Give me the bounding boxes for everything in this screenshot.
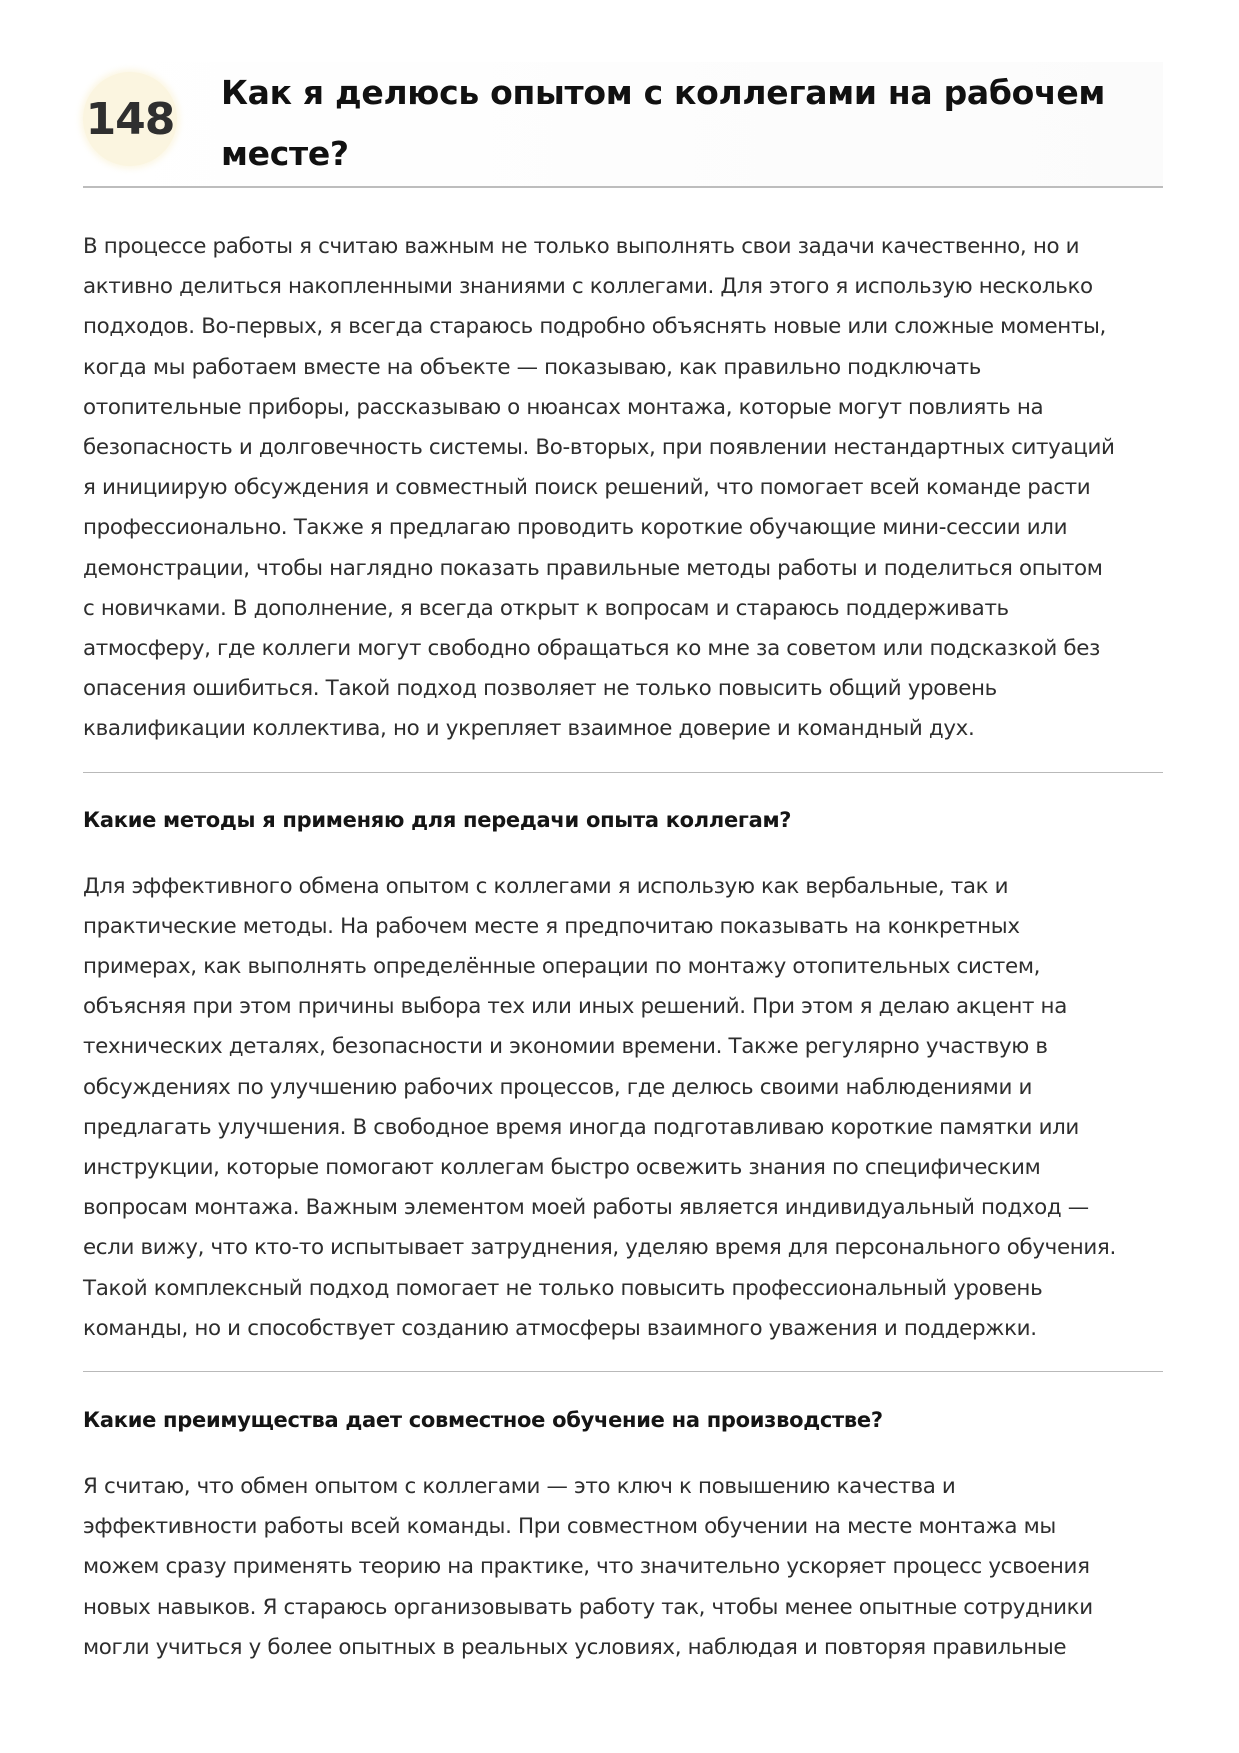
- paragraph-line: демонстрации, чтобы наглядно показать правильные методы работы и поделиться опытом: [83, 555, 1103, 581]
- paragraph-line: объясняя при этом причины выбора тех или иных решений. При этом я делаю акцент на: [83, 994, 1067, 1020]
- document-page: [83, 62, 1163, 1668]
- section-heading: Какие методы я применяю для передачи опыта коллегам?: [83, 807, 792, 832]
- intro-paragraph: [83, 227, 1163, 750]
- paragraph-line: если вижу, что кто-то испытывает затруднения, уделяю время для персонального обучения.: [83, 1235, 1116, 1261]
- paragraph-line: с новичками. В дополнение, я всегда открыт к вопросам и стараюсь поддерживать: [83, 595, 1009, 621]
- question-title: Как я делюсь опытом с коллегами на рабочем месте?: [221, 73, 1106, 173]
- paragraph-line: эффективности работы всей команды. При совместном обучении на месте монтажа мы: [83, 1514, 1056, 1540]
- paragraph-line: атмосферу, где коллеги могут свободно обращаться ко мне за советом или подсказкой без: [83, 636, 1101, 662]
- paragraph-line: Такой комплексный подход помогает не только повысить профессиональный уровень: [83, 1275, 1043, 1301]
- paragraph-line: В процессе работы я считаю важным не только выполнять свои задачи качественно, но и: [83, 234, 1080, 259]
- paragraph-line: технических деталях, безопасности и экономии времени. Также регулярно участвую в: [83, 1034, 1048, 1060]
- paragraph-line: вопросам монтажа. Важным элементом моей работы является индивидуальный подход —: [83, 1195, 1089, 1221]
- section-divider: [83, 772, 1163, 773]
- paragraph-line: когда мы работаем вместе на объекте — показываю, как правильно подключать: [83, 354, 981, 380]
- paragraph-line: опасения ошибиться. Такой подход позволяет не только повысить общий уровень: [83, 676, 997, 702]
- section-heading: Какие преимущества дает совместное обучение на производстве?: [83, 1408, 883, 1433]
- paragraph-line: предлагать улучшения. В свободное время иногда подготавливаю короткие памятки или: [83, 1114, 1079, 1140]
- section-paragraph: [83, 867, 1163, 1349]
- paragraph-line: практические методы. На рабочем месте я предпочитаю показывать на конкретных: [83, 913, 1020, 939]
- paragraph-line: Для эффективного обмена опытом с коллегами я использую как вербальные, так и: [83, 873, 1009, 899]
- paragraph-line: обсуждениях по улучшению рабочих процессов, где делюсь своими наблюдениями и: [83, 1074, 1032, 1100]
- question-number-badge: [83, 72, 177, 166]
- paragraph-line: можем сразу применять теорию на практике, что значительно ускоряет процесс усвоения: [83, 1554, 1090, 1580]
- paragraph-line: отопительные приборы, рассказываю о нюансах монтажа, которые могут повлиять на: [83, 394, 1044, 420]
- paragraph-line: квалификации коллектива, но и укрепляет взаимное доверие и командный дух.: [83, 716, 975, 742]
- paragraph-line: активно делиться накопленными знаниями с коллегами. Для этого я использую несколько: [83, 274, 1093, 300]
- question-header: [83, 62, 1163, 186]
- section-paragraph: [83, 1467, 1163, 1668]
- paragraph-line: примерах, как выполнять определённые операции по монтажу отопительных систем,: [83, 954, 1041, 980]
- paragraph-line: новых навыков. Я стараюсь организовывать работу так, чтобы менее опытные сотрудники: [83, 1594, 1093, 1620]
- paragraph-line: безопасность и долговечность системы. Во-вторых, при появлении нестандартных ситуаций: [83, 435, 1115, 461]
- paragraph-line: Я считаю, что обмен опытом с коллегами — это ключ к повышению качества и: [83, 1474, 956, 1500]
- paragraph-line: подходов. Во-первых, я всегда стараюсь подробно объяснять новые или сложные моменты,: [83, 314, 1106, 340]
- question-number: 148: [85, 93, 175, 145]
- section-divider: [83, 1371, 1163, 1372]
- paragraph-line: инструкции, которые помогают коллегам быстро освежить знания по специфическим: [83, 1155, 1041, 1181]
- paragraph-line: профессионально. Также я предлагаю проводить короткие обучающие мини-сессии или: [83, 515, 1068, 541]
- paragraph-line: могли учиться у более опытных в реальных условиях, наблюдая и повторяя правильные: [83, 1634, 1067, 1660]
- title-divider: [83, 186, 1163, 188]
- paragraph-line: я инициирую обсуждения и совместный поиск решений, что помогает всей команде расти: [83, 475, 1091, 501]
- paragraph-line: команды, но и способствует созданию атмосферы взаимного уважения и поддержки.: [83, 1315, 1037, 1341]
